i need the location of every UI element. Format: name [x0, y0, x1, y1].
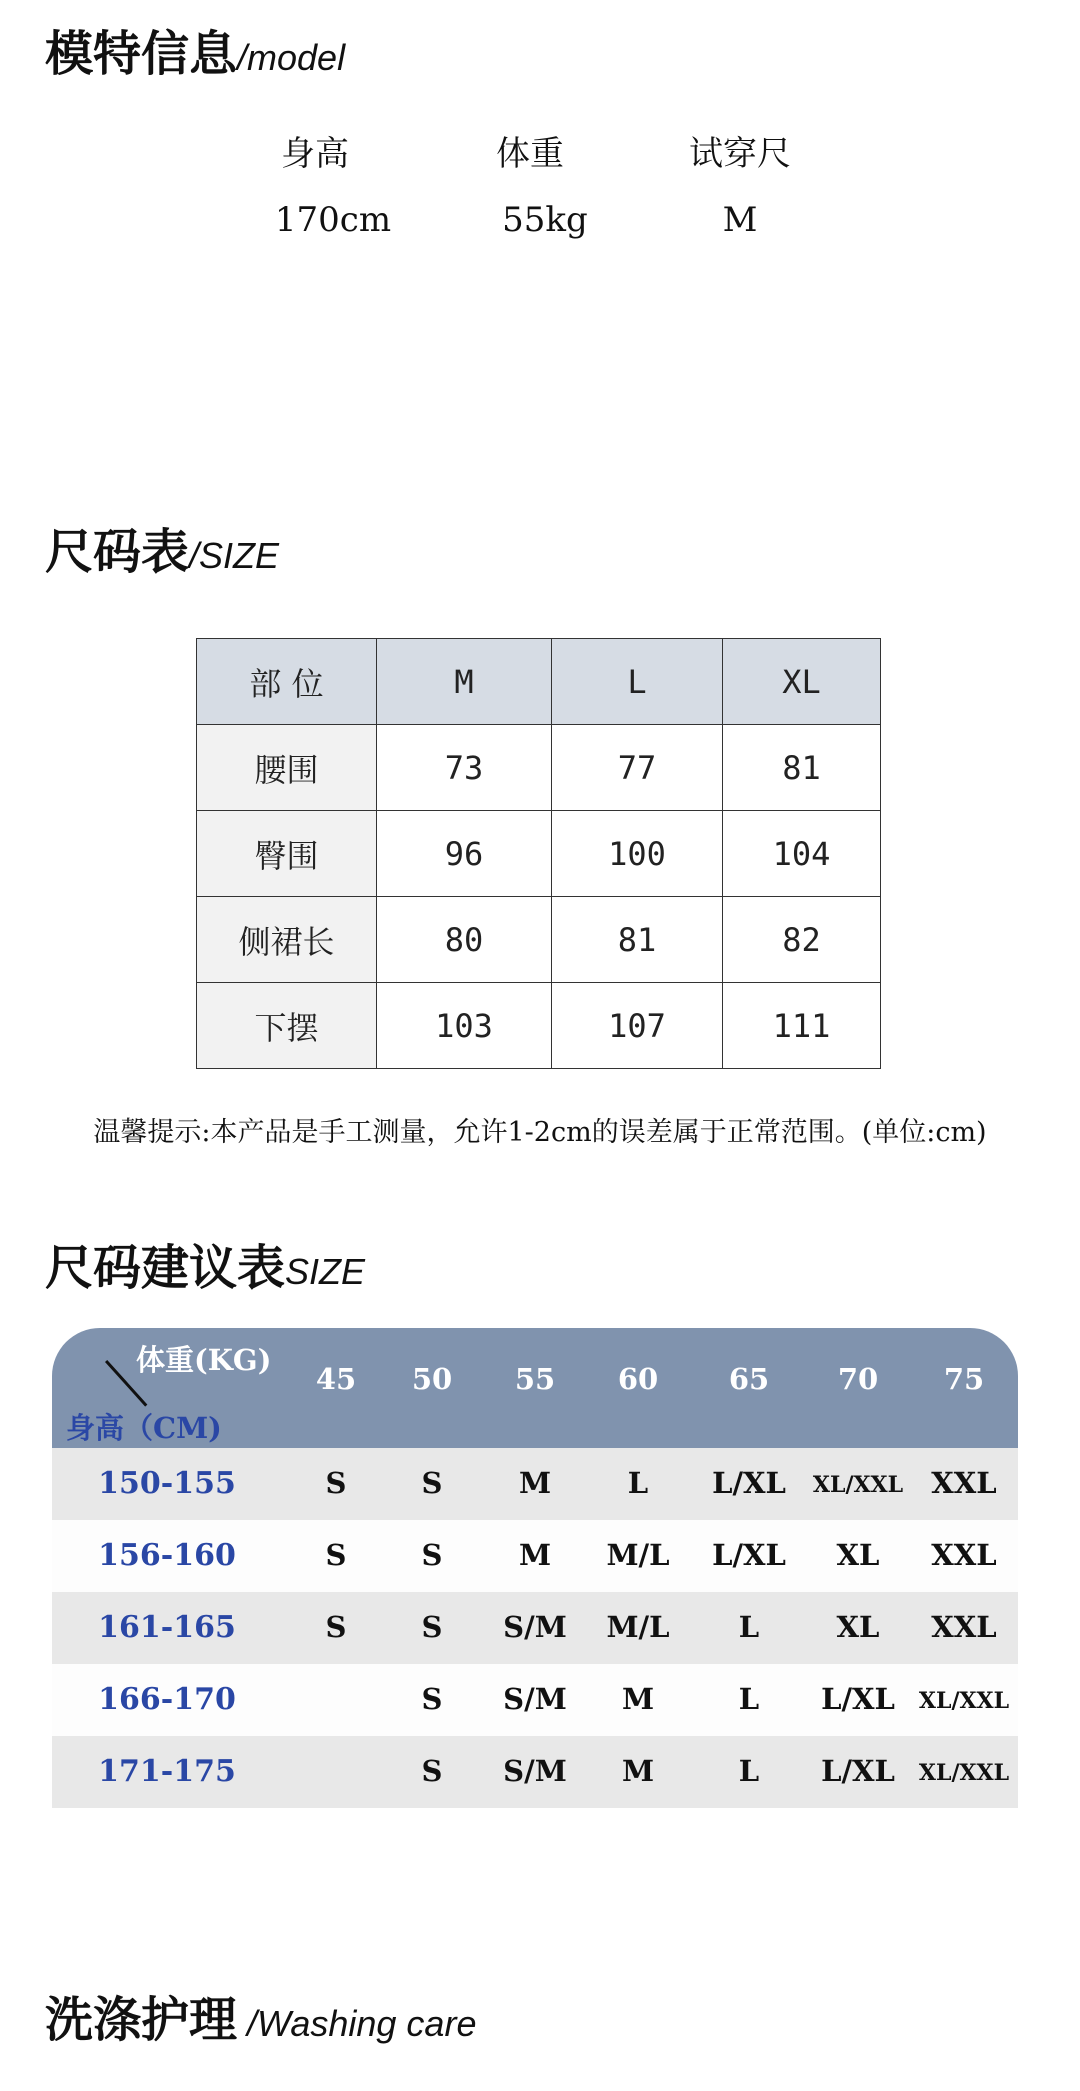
size-cell: 80 [377, 897, 552, 983]
model-header-size: 试穿尺 [689, 134, 791, 174]
size-suggestion-cell: L [738, 1682, 760, 1716]
care-title [45, 1992, 477, 2048]
size-suggestion-cell: S/M [503, 1682, 567, 1716]
size-suggestion-cell: S/M [503, 1610, 567, 1644]
size-suggestion-cell: XXL [931, 1466, 997, 1500]
size-suggestion-cell: S [325, 1466, 347, 1500]
recommend-title-cn: 尺码建议表 [45, 1240, 286, 1296]
recommend-row [52, 1736, 1018, 1808]
care-title-cn: 洗涤护理 [45, 1992, 238, 2048]
size-suggestion-cell: XL [836, 1538, 880, 1572]
height-range-label: 150-155 [98, 1466, 236, 1501]
size-row-label: 下摆 [197, 983, 377, 1069]
size-suggestion-cell: S [421, 1538, 443, 1572]
model-title [45, 26, 346, 82]
size-title-en: /SIZE [189, 535, 280, 576]
size-cell: 81 [723, 725, 881, 811]
measurement-note: 温馨提示:本产品是手工测量，允许1-2cm的误差属于正常范围。(单位:cm) [93, 1117, 987, 1148]
weight-column-header: 50 [411, 1362, 453, 1396]
size-title-cn: 尺码表 [45, 524, 190, 580]
size-table-row [197, 811, 881, 897]
size-suggestion-cell: M [518, 1466, 552, 1500]
size-cell: 81 [552, 897, 723, 983]
height-axis-label: 身高（CM) [66, 1411, 222, 1445]
recommend-title-en: SIZE [285, 1251, 366, 1292]
size-suggestion-cell: S [421, 1754, 443, 1788]
size-table [196, 638, 881, 1069]
weight-column-header: 75 [943, 1362, 985, 1396]
size-header-m: M [377, 639, 552, 725]
recommend-row [52, 1592, 1018, 1664]
size-suggestion-cell: S [421, 1610, 443, 1644]
size-cell: 82 [723, 897, 881, 983]
size-suggestion-cell: M [518, 1538, 552, 1572]
model-title-en: /model [237, 37, 346, 78]
recommend-row [52, 1664, 1018, 1736]
model-value-weight: 55kg [502, 200, 588, 240]
size-cell: 100 [552, 811, 723, 897]
size-suggestion-cell: L/XL [712, 1466, 786, 1500]
size-suggestion-cell: L [738, 1754, 760, 1788]
weight-column-header: 60 [617, 1362, 659, 1396]
weight-column-header: 55 [514, 1362, 556, 1396]
size-suggestion-cell: S [421, 1466, 443, 1500]
height-range-label: 166-170 [98, 1682, 236, 1717]
recommend-row [52, 1520, 1018, 1592]
size-suggestion-cell: XXL [931, 1610, 997, 1644]
size-row-label: 腰围 [197, 725, 377, 811]
size-table-row [197, 897, 881, 983]
size-cell: 77 [552, 725, 723, 811]
size-title [45, 524, 280, 580]
size-suggestion-cell: S [325, 1610, 347, 1644]
size-cell: 73 [377, 725, 552, 811]
size-cell: 96 [377, 811, 552, 897]
recommend-rows [52, 1448, 1018, 1808]
size-table-header-row [197, 639, 881, 725]
weight-column-header: 65 [728, 1362, 770, 1396]
size-table-row [197, 983, 881, 1069]
size-suggestion-cell: M [621, 1682, 655, 1716]
size-suggestion-cell: XL/XXL [918, 1688, 1010, 1714]
size-cell: 111 [723, 983, 881, 1069]
size-suggestion-cell: S/M [503, 1754, 567, 1788]
size-table-row [197, 725, 881, 811]
weight-axis-label: 体重(KG) [136, 1343, 272, 1377]
size-suggestion-cell: M/L [606, 1538, 670, 1572]
size-suggestion-cell: XXL [931, 1538, 997, 1572]
size-row-label: 侧裙长 [197, 897, 377, 983]
model-title-cn: 模特信息 [45, 26, 238, 82]
height-range-label: 156-160 [98, 1538, 236, 1573]
size-header-xl: XL [723, 639, 881, 725]
size-suggestion-cell: XL/XXL [918, 1760, 1010, 1786]
size-suggestion-cell: L/XL [821, 1682, 895, 1716]
size-suggestion-cell: S [325, 1538, 347, 1572]
size-suggestion-cell: L/XL [821, 1754, 895, 1788]
care-title-en: /Washing care [237, 2003, 477, 2044]
size-suggestion-cell: L/XL [712, 1538, 786, 1572]
size-recommendation-table [52, 1328, 1018, 1808]
size-suggestion-cell: M [621, 1754, 655, 1788]
size-suggestion-cell: L [627, 1466, 649, 1500]
model-header-height: 身高 [281, 134, 349, 174]
size-header-l: L [552, 639, 723, 725]
size-cell: 103 [377, 983, 552, 1069]
model-value-size: M [722, 200, 758, 240]
weight-column-header: 45 [315, 1362, 357, 1396]
size-suggestion-cell: M/L [606, 1610, 670, 1644]
height-range-label: 161-165 [98, 1610, 236, 1645]
size-suggestion-cell: S [421, 1682, 443, 1716]
recommend-header [52, 1328, 1018, 1448]
size-suggestion-cell: L [738, 1610, 760, 1644]
size-suggestion-cell: XL/XXL [812, 1472, 904, 1498]
size-suggestion-cell: XL [836, 1610, 880, 1644]
size-row-label: 臀围 [197, 811, 377, 897]
size-header-part: 部 位 [197, 639, 377, 725]
model-value-height: 170cm [274, 200, 392, 240]
size-cell: 104 [723, 811, 881, 897]
model-header-weight: 体重 [496, 134, 564, 174]
recommend-title [45, 1240, 366, 1296]
size-cell: 107 [552, 983, 723, 1069]
recommend-row [52, 1448, 1018, 1520]
weight-column-header: 70 [837, 1362, 879, 1396]
height-range-label: 171-175 [98, 1754, 236, 1789]
